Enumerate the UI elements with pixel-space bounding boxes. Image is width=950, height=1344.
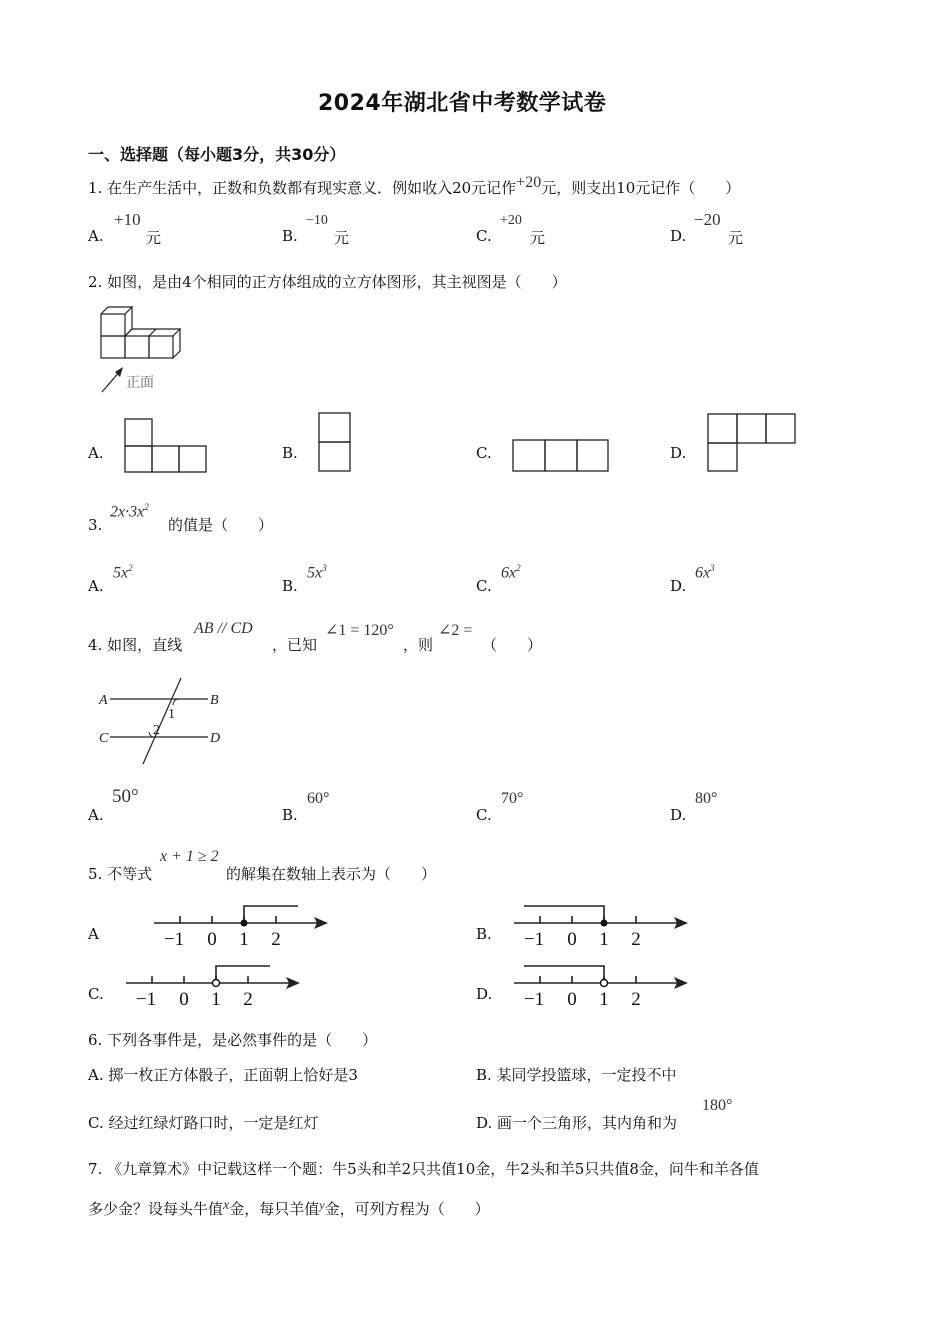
q4-option-a-math: 50° xyxy=(112,786,139,807)
q3-option-c[interactable]: C. xyxy=(476,577,492,595)
q1-option-c[interactable] xyxy=(476,226,492,246)
q6-option-d-math: 180° xyxy=(702,1097,733,1114)
q7-var-y: y xyxy=(319,1198,325,1212)
q1-option-a[interactable] xyxy=(88,226,104,246)
q3-option-a[interactable]: A. xyxy=(88,577,104,595)
coef: 5 xyxy=(113,564,121,582)
tick-label: 2 xyxy=(631,989,641,1010)
q3-stem-math xyxy=(110,502,149,521)
q3-option-b[interactable]: B. xyxy=(282,577,298,595)
section-heading: 一、选择题（每小题3分，共30分） xyxy=(88,145,346,164)
tick-label: 2 xyxy=(243,989,253,1010)
question-4-stem-a: 4. 如图，直线 xyxy=(88,636,183,654)
q3-option-b-math xyxy=(307,563,327,582)
q7-text-b: 金，每只羊值 xyxy=(229,1200,320,1218)
label-d: D xyxy=(210,731,221,746)
q7-var-x: x xyxy=(223,1198,230,1213)
q1-option-d-math: −20 xyxy=(694,210,721,229)
option-label: A. xyxy=(88,227,104,245)
q2-option-b-view xyxy=(318,412,352,474)
tick-label: 0 xyxy=(567,989,577,1010)
q1-option-a-math: +10 xyxy=(114,210,141,229)
q1-option-b-math: −10 xyxy=(306,213,328,228)
question-2-stem: 2. 如图，是由4个相同的正方体组成的立方体图形，其主视图是（ ） xyxy=(88,273,567,291)
q1-option-d[interactable] xyxy=(670,226,686,246)
q1-stem-math: +20 xyxy=(516,174,542,191)
q5-option-b-numberline xyxy=(510,902,692,950)
q2-option-d[interactable]: D. xyxy=(670,444,687,462)
tick-label: 2 xyxy=(271,929,281,950)
var: x xyxy=(121,564,129,582)
question-4-stem-c: ，则 xyxy=(403,636,434,654)
coef: 6 xyxy=(501,564,509,582)
q4-option-c[interactable]: C. xyxy=(476,806,492,824)
question-5-stem-b: 的解集在数轴上表示为（ ） xyxy=(226,865,437,883)
tick-label: −1 xyxy=(135,989,157,1010)
q3-expr: 2x·3x xyxy=(110,503,145,521)
label-b: B xyxy=(210,693,219,708)
question-1-stem xyxy=(88,174,741,199)
q6-option-c[interactable]: C. 经过红绿灯路口时，一定是红灯 xyxy=(88,1114,319,1132)
question-6-stem: 6. 下列各事件是，是必然事件的是（ ） xyxy=(88,1031,378,1049)
tick-label: 0 xyxy=(207,929,217,950)
parallel-lines-figure xyxy=(96,672,231,772)
q5-inequality: x + 1 ≥ 2 xyxy=(160,848,219,865)
tick-label: 1 xyxy=(211,989,221,1010)
tick-label: −1 xyxy=(523,929,545,950)
q3-option-d-math xyxy=(695,563,715,582)
tick-label: 1 xyxy=(599,989,609,1010)
q4-option-a[interactable]: A. xyxy=(88,806,104,824)
coef: 5 xyxy=(307,564,315,582)
q1-stem-text-b: 元，则支出10元记作（ ） xyxy=(541,179,741,197)
q4-math-angle1: ∠1 = 120° xyxy=(325,622,394,639)
question-4-stem-d: （ ） xyxy=(482,636,543,654)
q2-option-b[interactable]: B. xyxy=(282,444,298,462)
q5-option-d-numberline xyxy=(510,962,692,1010)
option-label: C. xyxy=(476,227,492,245)
label-angle-2: 2 xyxy=(153,723,160,738)
exp: 3 xyxy=(322,563,327,573)
tick-label: 1 xyxy=(599,929,609,950)
tick-label: −1 xyxy=(523,989,545,1010)
exp: 3 xyxy=(710,563,715,573)
question-5-stem-a: 5. 不等式 xyxy=(88,865,153,883)
q4-option-b[interactable]: B. xyxy=(282,806,298,824)
q1-option-b-unit: 元 xyxy=(334,229,350,247)
q4-option-d-math: 80° xyxy=(695,790,718,807)
question-7-line2 xyxy=(88,1199,490,1221)
exp: 2 xyxy=(128,563,133,573)
label-a: A xyxy=(99,693,108,708)
q1-stem-text: 1. 在生产生活中，正数和负数都有现实意义．例如收入20元记作 xyxy=(88,179,517,197)
q2-option-a[interactable]: A. xyxy=(88,444,104,462)
coef: 6 xyxy=(695,564,703,582)
q2-option-a-view xyxy=(124,418,208,474)
q1-option-d-unit: 元 xyxy=(728,229,744,247)
q7-text-c: 金，可列方程为（ ） xyxy=(324,1200,490,1218)
q3-option-d[interactable]: D. xyxy=(670,577,687,595)
q5-option-c[interactable]: C. xyxy=(88,985,104,1003)
question-3-num: 3. xyxy=(88,516,103,534)
q2-option-d-view xyxy=(707,413,799,473)
tick-label: −1 xyxy=(163,929,185,950)
q4-math-angle2: ∠2 = xyxy=(438,622,473,639)
var: x xyxy=(509,564,517,582)
q3-option-a-math xyxy=(113,563,133,582)
q1-option-a-unit: 元 xyxy=(146,229,162,247)
q3-option-c-math xyxy=(501,563,521,582)
q1-option-c-math: +20 xyxy=(500,213,522,228)
page-title: 2024年湖北省中考数学试卷 xyxy=(318,91,607,116)
q1-option-c-unit: 元 xyxy=(530,229,546,247)
q5-option-c-numberline xyxy=(122,962,304,1010)
q4-math-parallel: AB // CD xyxy=(194,620,253,637)
q3-expr-exp: 2 xyxy=(144,502,149,512)
option-label: D. xyxy=(670,227,687,245)
q6-option-d[interactable]: D. 画一个三角形，其内角和为 xyxy=(476,1114,678,1132)
q2-option-c-view xyxy=(512,438,610,474)
option-label: B. xyxy=(282,227,298,245)
q5-option-b[interactable]: B. xyxy=(476,925,492,943)
q1-option-b[interactable] xyxy=(282,226,298,246)
q5-option-a[interactable]: A xyxy=(88,925,99,943)
q4-option-b-math: 60° xyxy=(307,790,330,807)
q5-option-d[interactable]: D. xyxy=(476,985,493,1003)
q5-option-a-numberline xyxy=(150,902,332,950)
q4-option-d[interactable]: D. xyxy=(670,806,687,824)
q6-option-a[interactable]: A. 掷一枚正方体骰子，正面朝上恰好是3 xyxy=(88,1066,358,1084)
q7-text-a: 多少金？设每头牛值 xyxy=(88,1200,224,1218)
exp: 2 xyxy=(516,563,521,573)
q6-option-b[interactable]: B. 某同学投篮球，一定投不中 xyxy=(476,1066,677,1084)
tick-label: 0 xyxy=(567,929,577,950)
label-angle-1: 1 xyxy=(168,707,175,722)
q4-option-c-math: 70° xyxy=(501,790,524,807)
tick-label: 2 xyxy=(631,929,641,950)
label-c: C xyxy=(99,731,109,746)
q2-option-c[interactable]: C. xyxy=(476,444,492,462)
front-label: 正面 xyxy=(126,375,154,391)
var: x xyxy=(703,564,711,582)
question-7-line1: 7. 《九章算术》中记载这样一个题：牛5头和羊2只共值10金，牛2头和羊5只共值8金，问牛和羊各值 xyxy=(88,1160,759,1178)
question-4-stem-b: ，已知 xyxy=(272,636,318,654)
tick-label: 0 xyxy=(179,989,189,1010)
tick-label: 1 xyxy=(239,929,249,950)
var: x xyxy=(315,564,323,582)
q3-stem-text: 的值是（ ） xyxy=(168,516,274,534)
